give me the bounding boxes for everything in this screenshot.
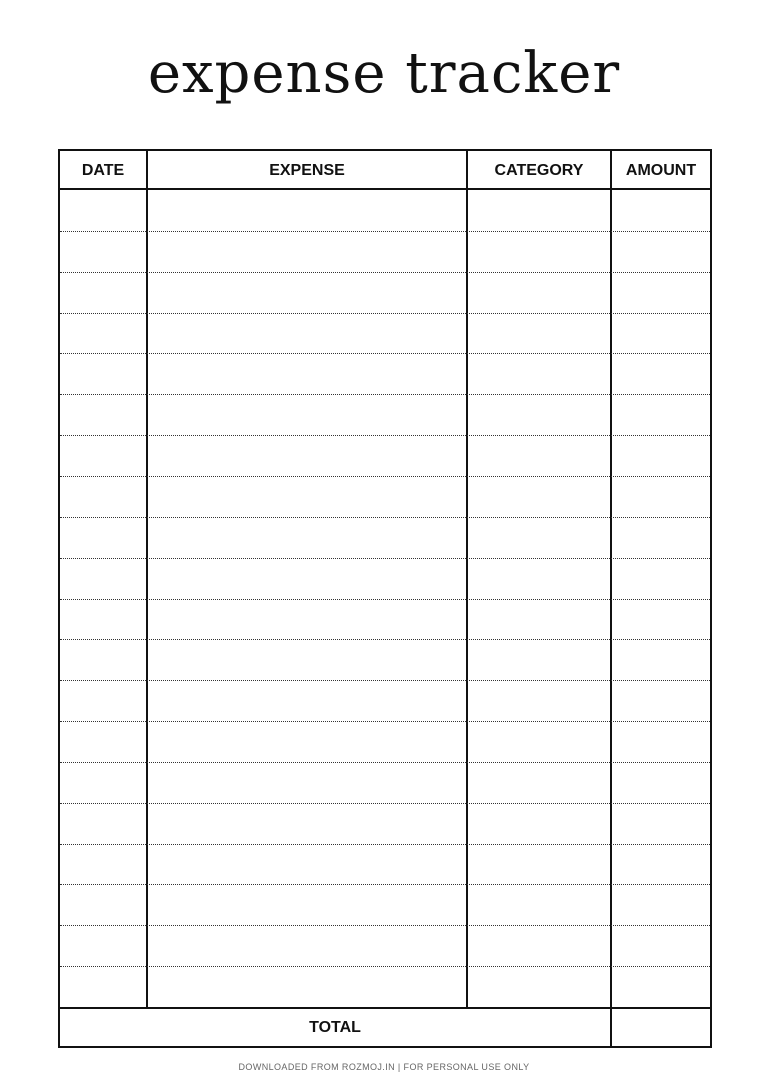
row-separator — [60, 476, 710, 477]
header-date: DATE — [81, 162, 125, 179]
page-title: expense tracker — [147, 41, 621, 106]
row-separator — [60, 272, 710, 273]
row-separator — [60, 639, 710, 640]
row-separator — [60, 517, 710, 518]
column-divider-expense — [466, 151, 468, 1007]
row-separator — [60, 884, 710, 885]
row-separator — [60, 844, 710, 845]
column-divider-date — [146, 151, 148, 1007]
row-separator — [60, 803, 710, 804]
header-expense: EXPENSE — [269, 162, 345, 179]
row-separator — [60, 435, 710, 436]
row-separator — [60, 313, 710, 314]
row-separator — [60, 925, 710, 926]
row-separator — [60, 353, 710, 354]
expense-table — [58, 149, 712, 1048]
row-separator — [60, 762, 710, 763]
row-separator — [60, 231, 710, 232]
row-separator — [60, 721, 710, 722]
row-separator — [60, 599, 710, 600]
header-divider — [60, 188, 710, 190]
header-category: CATEGORY — [494, 162, 584, 179]
footer-note: DOWNLOADED FROM ROZMOJ.IN | FOR PERSONAL USE ONLY — [238, 1062, 530, 1072]
total-amount-cell[interactable] — [612, 1009, 710, 1046]
row-separator — [60, 966, 710, 967]
total-label: TOTAL — [309, 1019, 361, 1036]
row-separator — [60, 558, 710, 559]
row-separator — [60, 680, 710, 681]
row-separator — [60, 394, 710, 395]
header-amount: AMOUNT — [625, 162, 697, 179]
